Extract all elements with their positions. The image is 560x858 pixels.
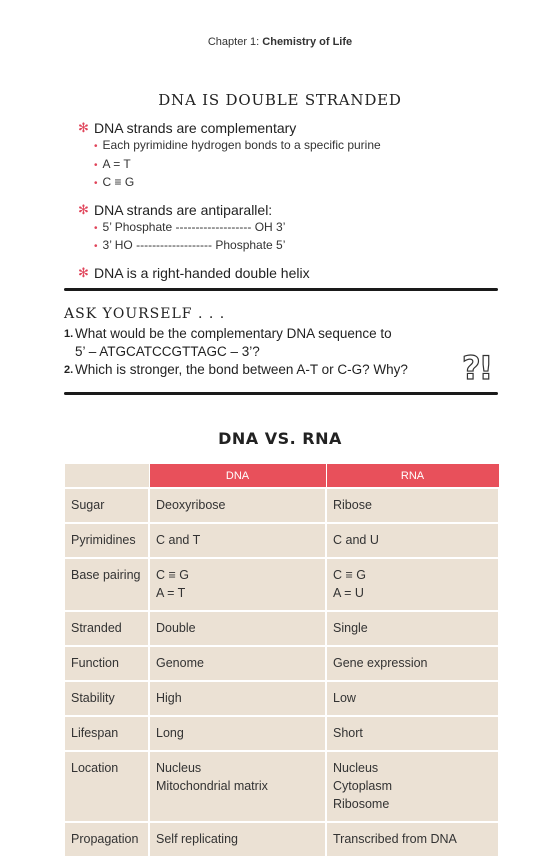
asterisk-icon: ✻ bbox=[78, 264, 89, 280]
table-row bbox=[64, 611, 499, 646]
cell-text: A = U bbox=[333, 586, 364, 600]
cell-text: A = T bbox=[156, 586, 186, 600]
table-title: DNA VS. RNA bbox=[218, 429, 342, 448]
question-text bbox=[75, 361, 408, 379]
ask-question-list bbox=[64, 325, 464, 379]
sub-bullet-list bbox=[94, 137, 518, 193]
bullet-group bbox=[78, 264, 518, 282]
row-label: Stability bbox=[64, 681, 149, 716]
bullet-list bbox=[78, 119, 518, 290]
question-line: What would be the complementary DNA sequence to bbox=[75, 326, 392, 341]
header-rna: RNA bbox=[326, 464, 499, 489]
chapter-title: Chemistry of Life bbox=[262, 36, 353, 48]
dna-cell bbox=[149, 751, 326, 822]
cell-text: Gene expression bbox=[333, 656, 428, 670]
cell-text: Low bbox=[333, 691, 356, 705]
asterisk-icon: ✻ bbox=[78, 201, 89, 217]
bullet-text: DNA strands are antiparallel: bbox=[94, 201, 273, 218]
bullet-group bbox=[78, 119, 518, 193]
ask-yourself-title: ASK YOURSELF . . . bbox=[64, 306, 226, 322]
cell-text: Transcribed from DNA bbox=[333, 832, 457, 846]
dna-rna-table bbox=[63, 463, 500, 858]
dna-cell bbox=[149, 681, 326, 716]
cell-text: C ≡ G bbox=[333, 568, 366, 582]
row-label: Lifespan bbox=[64, 716, 149, 751]
cell-text: Nucleus bbox=[333, 761, 379, 775]
bullet-item bbox=[78, 201, 518, 219]
cell-text: Deoxyribose bbox=[156, 498, 226, 512]
cell-text: Ribose bbox=[333, 498, 372, 512]
bullet-group bbox=[78, 201, 518, 256]
table-row bbox=[64, 646, 499, 681]
dna-cell bbox=[149, 611, 326, 646]
row-label: Sugar bbox=[64, 488, 149, 523]
table-row bbox=[64, 558, 499, 611]
row-label: Pyrimidines bbox=[64, 523, 149, 558]
sub-bullet: • 5’ Phosphate ------------------- OH 3’ bbox=[94, 219, 518, 238]
bullet-item bbox=[78, 119, 518, 137]
divider-bottom bbox=[64, 392, 498, 395]
sub-bullet: • A = T bbox=[94, 156, 518, 175]
cell-text: Double bbox=[156, 621, 196, 635]
row-label: Base pairing bbox=[64, 558, 149, 611]
cell-text: Nucleus bbox=[156, 761, 202, 775]
rna-cell bbox=[326, 681, 499, 716]
ask-question bbox=[64, 361, 464, 379]
table-row bbox=[64, 488, 499, 523]
dna-cell bbox=[149, 716, 326, 751]
cell-text: C ≡ G bbox=[156, 568, 189, 582]
question-line: 5’ – ATGCATCCGTTAGC – 3’? bbox=[75, 344, 260, 359]
table-row bbox=[64, 751, 499, 822]
dna-cell bbox=[149, 488, 326, 523]
cell-text: Short bbox=[333, 726, 363, 740]
question-text bbox=[75, 325, 392, 361]
rna-cell bbox=[326, 523, 499, 558]
row-label: Location bbox=[64, 751, 149, 822]
table-header-row bbox=[64, 464, 499, 489]
ask-question bbox=[64, 325, 464, 361]
cell-text: Genome bbox=[156, 656, 204, 670]
asterisk-icon: ✻ bbox=[78, 120, 89, 135]
table-row bbox=[64, 681, 499, 716]
cell-text: C and U bbox=[333, 533, 379, 547]
header-dna: DNA bbox=[149, 464, 326, 489]
cell-text: Long bbox=[156, 726, 184, 740]
rna-cell bbox=[326, 751, 499, 822]
dna-cell bbox=[149, 646, 326, 681]
cell-text: Cytoplasm bbox=[333, 779, 393, 793]
sub-bullet: • C ≡ G bbox=[94, 174, 518, 193]
rna-cell bbox=[326, 716, 499, 751]
cell-text: Single bbox=[333, 621, 368, 635]
cell-text: C and T bbox=[156, 533, 201, 547]
bullet-text: DNA strands are complementary bbox=[94, 120, 297, 136]
rna-cell bbox=[326, 646, 499, 681]
sub-bullet-list bbox=[94, 219, 518, 256]
question-number: 1. bbox=[64, 328, 74, 340]
row-label: Propagation bbox=[64, 822, 149, 857]
sub-bullet: • 3’ HO ------------------- Phosphate 5’ bbox=[94, 237, 518, 256]
dna-cell bbox=[149, 558, 326, 611]
chapter-prefix: Chapter 1: bbox=[207, 36, 260, 48]
cell-text: Mitochondrial matrix bbox=[156, 779, 268, 793]
rna-cell bbox=[326, 611, 499, 646]
question-line: Which is stronger, the bond between A-T or C-G? Why? bbox=[75, 362, 408, 377]
question-exclamation-icon: ?! bbox=[462, 349, 492, 387]
bullet-item bbox=[78, 264, 518, 282]
header-empty bbox=[64, 464, 149, 489]
rna-cell bbox=[326, 558, 499, 611]
bullet-text: DNA is a right-handed double helix bbox=[94, 264, 310, 281]
chapter-header bbox=[0, 36, 560, 48]
cell-text: Self replicating bbox=[156, 832, 238, 846]
row-label: Stranded bbox=[64, 611, 149, 646]
table-row bbox=[64, 716, 499, 751]
divider-top bbox=[64, 288, 498, 291]
rna-cell bbox=[326, 488, 499, 523]
cell-text: Ribosome bbox=[333, 797, 390, 811]
question-number: 2. bbox=[64, 364, 74, 376]
cell-text: High bbox=[156, 691, 182, 705]
row-label: Function bbox=[64, 646, 149, 681]
section-title: DNA IS DOUBLE STRANDED bbox=[158, 91, 402, 109]
table-row bbox=[64, 523, 499, 558]
dna-cell bbox=[149, 523, 326, 558]
sub-bullet: • Each pyrimidine hydrogen bonds to a specific purine bbox=[94, 137, 518, 156]
